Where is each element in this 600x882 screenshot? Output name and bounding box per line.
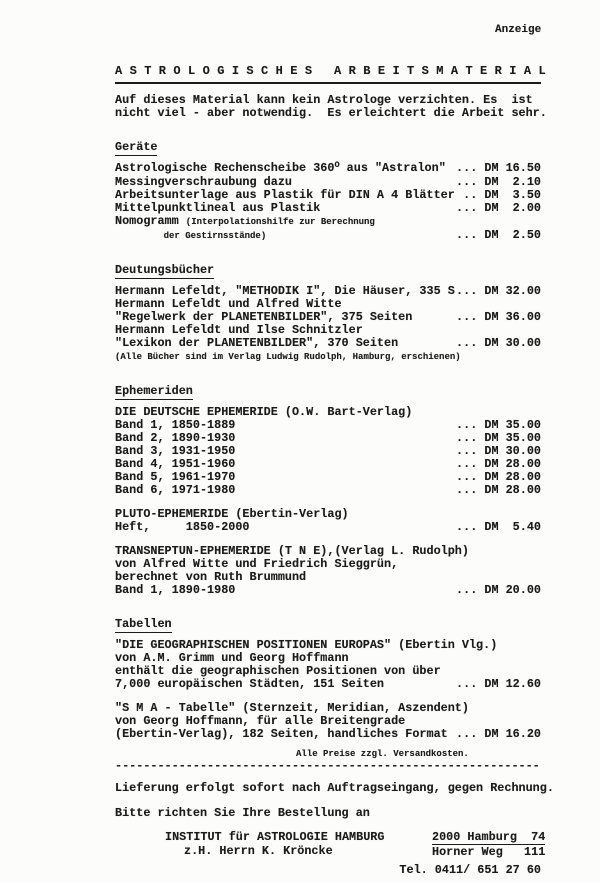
price-text: ... DM 35.00: [456, 418, 541, 432]
order-instruction: Bitte richten Sie Ihre Bestellung an: [115, 806, 370, 820]
item-text: [115, 215, 375, 229]
paragraph-block: [115, 545, 541, 597]
doc-line: [115, 215, 541, 229]
price-text: ... DM 20.00: [456, 583, 541, 597]
item-text: von Alfred Witte und Friedrich Sieggrün,: [115, 557, 399, 571]
doc-line: [115, 584, 541, 597]
item-text: (Ebertin-Verlag), 182 Seiten, handliches Format: [115, 727, 448, 741]
price-list-sections: [115, 137, 541, 741]
price-text: ... DM 35.00: [456, 431, 541, 445]
text-segment: (Alle Bücher sind im Verlag Ludwig Rudolph, Hamburg, erschienen): [115, 352, 461, 362]
item-text: 7,000 europäischen Städten, 151 Seiten: [115, 677, 385, 691]
price-text: ... DM 2.00: [456, 201, 541, 215]
item-text: Band 5, 1961-1970: [115, 470, 236, 484]
item-text: Messingverschraubung dazu: [115, 175, 292, 189]
doc-line: [115, 484, 541, 497]
doc-line: [115, 337, 541, 350]
price-text: ... DM 2.50: [456, 228, 541, 242]
price-text: ... DM 28.00: [456, 483, 541, 497]
section-1: [115, 137, 541, 243]
item-text: Mittelpunktlineal aus Plastik: [115, 201, 321, 215]
section-2: [115, 260, 541, 364]
price-text: ... DM 30.00: [456, 336, 541, 350]
text-segment: Astrologische Rechenscheibe 360: [115, 161, 335, 175]
item-text: Heft, 1850-2000: [115, 520, 250, 534]
item-text: Band 1, 1890-1980: [115, 583, 236, 597]
doc-line: [115, 350, 541, 364]
text-segment: Nomogramm: [115, 214, 186, 228]
item-text: [115, 350, 461, 364]
paragraph-block: [115, 406, 541, 497]
price-text: ... DM 28.00: [456, 470, 541, 484]
price-text: ... DM 36.00: [456, 310, 541, 324]
item-text: "DIE GEOGRAPHISCHEN POSITIONEN EUROPAS" (Ebertin Vlg.): [115, 638, 498, 652]
corner-label-anzeige: Anzeige: [495, 24, 542, 36]
price-text: ... DM 30.00: [456, 444, 541, 458]
shipping-note: Alle Preise zzgl. Versandkosten.: [296, 749, 469, 759]
paragraph-block: [115, 702, 541, 741]
item-text: Hermann Lefeldt und Ilse Schnitzler: [115, 323, 363, 337]
paragraph-block: [115, 285, 541, 364]
text-segment: (Interpolationshilfe zur Berechnung: [185, 217, 375, 227]
item-text: Arbeitsunterlage aus Plastik für DIN A 4 Blätter: [115, 188, 455, 202]
item-text: "Lexikon der PLANETENBILDER", 370 Seiten: [115, 336, 399, 350]
item-text: Band 3, 1931-1950: [115, 444, 236, 458]
price-text: ... DM 28.00: [456, 457, 541, 471]
paragraph-block: [115, 162, 541, 243]
intro-line-2: nicht viel - aber notwendig. Es erleichtert die Arbeit sehr.: [115, 106, 547, 120]
item-text: Band 6, 1971-1980: [115, 483, 236, 497]
institute-contact: z.H. Herrn K. Kröncke: [184, 844, 333, 858]
item-text: "S M A - Tabelle" (Sternzeit, Meridian, Aszendent): [115, 701, 469, 715]
price-text: ... DM 5.40: [456, 520, 541, 534]
doc-line: [115, 728, 541, 741]
footer: [115, 749, 554, 877]
price-text: ... DM 32.00: [456, 284, 541, 298]
item-text: von A.M. Grimm und Georg Hoffmann: [115, 651, 349, 665]
item-text: enthält die geographischen Positionen von über: [115, 664, 441, 678]
section-3: [115, 381, 541, 597]
address-city: 2000 Hamburg 74: [432, 830, 546, 844]
price-text: ... DM 16.20: [456, 727, 541, 741]
page-title: A S T R O L O G I S C H E S A R B E I T S M A T E R I A L: [115, 64, 541, 84]
item-text: DIE DEUTSCHE EPHEMERIDE (O.W. Bart-Verlag): [115, 405, 413, 419]
section-4: [115, 614, 541, 741]
item-text: Hermann Lefeldt, "METHODIK I", Die Häuser, 335 S: [115, 284, 455, 298]
price-text: ... DM 12.60: [456, 677, 541, 691]
doc-line: [115, 162, 541, 176]
item-text: Band 1, 1850-1889: [115, 418, 236, 432]
item-text: berechnet von Ruth Brummund: [115, 570, 307, 584]
text-segment: aus "Astralon": [339, 161, 446, 175]
item-text: Band 4, 1951-1960: [115, 457, 236, 471]
doc-line: [115, 229, 541, 243]
paragraph-block: [115, 508, 541, 534]
superscript-degree: O: [334, 160, 340, 170]
paragraph-block: [115, 639, 541, 691]
price-text: .. DM 3.50: [463, 188, 541, 202]
item-text: von Georg Hoffmann, für alle Breitengrade: [115, 714, 406, 728]
doc-line: [115, 521, 541, 534]
section-heading: Deutungsbücher: [115, 263, 215, 277]
address-block: [115, 830, 546, 859]
item-text: Band 2, 1890-1930: [115, 431, 236, 445]
item-text: "Regelwerk der PLANETENBILDER", 375 Seiten: [115, 310, 413, 324]
item-text: TRANSNEPTUN-EPHEMERIDE (T N E),(Verlag L. Rudolph): [115, 544, 469, 558]
doc-line: [115, 678, 541, 691]
address-street: Horner Weg 111: [432, 845, 546, 859]
section-heading: Ephemeriden: [115, 384, 193, 398]
item-text: [115, 229, 266, 243]
item-text: [115, 162, 446, 176]
content-column: [115, 64, 554, 877]
section-heading: Geräte: [115, 140, 158, 154]
price-text: ... DM 2.10: [456, 175, 541, 189]
intro-line-1: Auf dieses Material kann kein Astrologe verzichten. Es ist: [115, 93, 533, 107]
divider-dashes: ------------------------------------------------------------: [115, 760, 540, 772]
item-text: Hermann Lefeldt und Alfred Witte: [115, 297, 342, 311]
text-segment: der Gestirnsstände): [115, 231, 267, 241]
item-text: PLUTO-EPHEMERIDE (Ebertin-Verlag): [115, 507, 349, 521]
intro-paragraph: [115, 93, 547, 120]
institute-name: INSTITUT für ASTROLOGIE HAMBURG: [165, 830, 385, 844]
address-location: [432, 830, 545, 859]
phone-number: Tel. 0411/ 651 27 60: [399, 863, 541, 877]
delivery-note: Lieferung erfolgt sofort nach Auftragseingang, gegen Rechnung.: [115, 781, 554, 795]
price-text: ... DM 16.50: [456, 161, 541, 175]
section-heading: Tabellen: [115, 617, 172, 631]
